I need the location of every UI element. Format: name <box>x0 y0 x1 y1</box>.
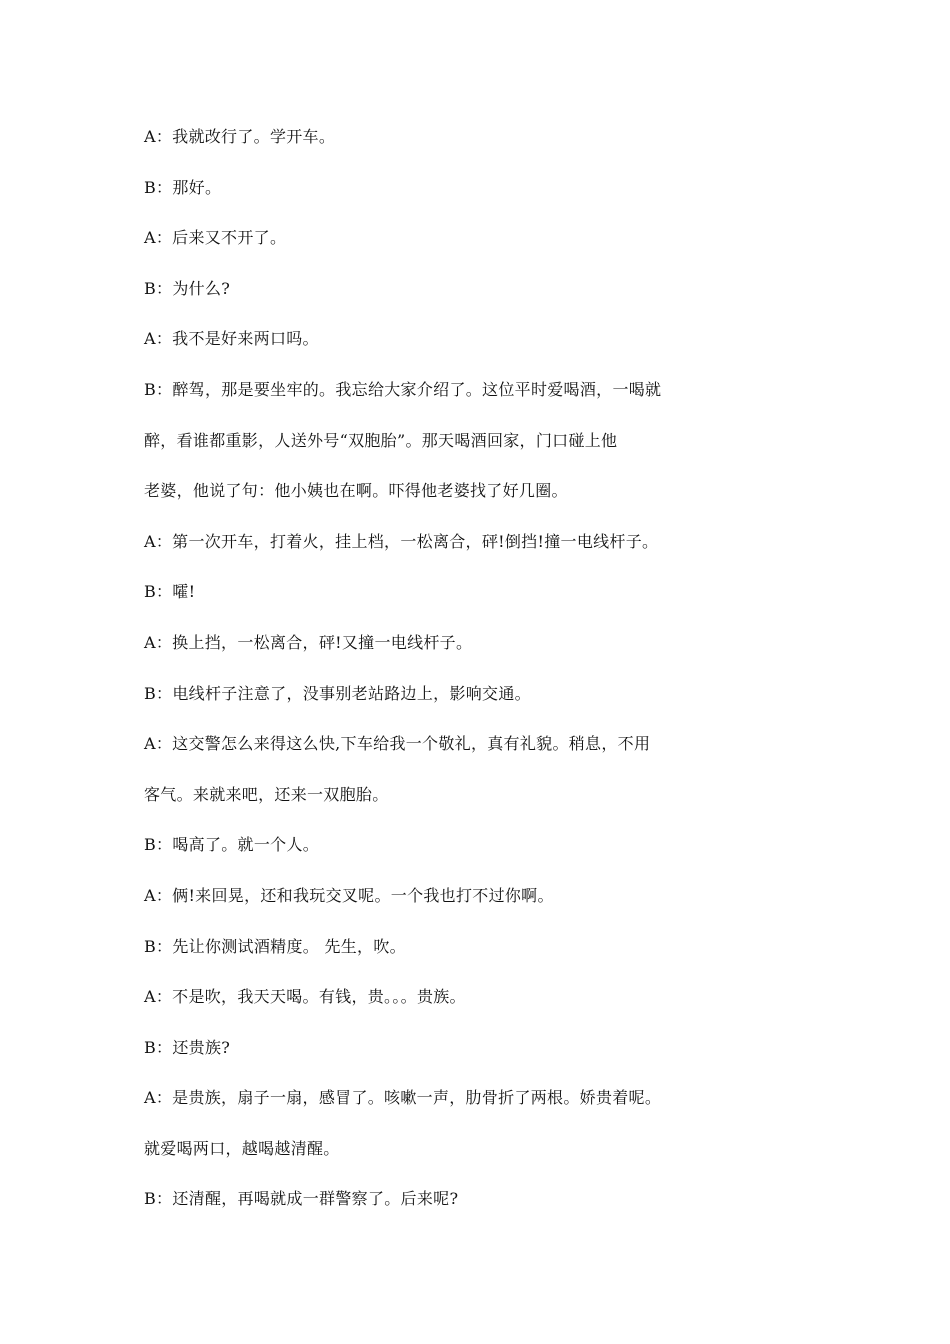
text-line: B：那好。 <box>144 177 222 197</box>
text-line: B：喝高了。就一个人。 <box>144 835 320 855</box>
text-line: A：换上挡，一松离合，砰!又撞一电线杆子。 <box>144 632 473 652</box>
text-line: A：是贵族，扇子一扇，感冒了。咳嗽一声，肋骨折了两根。娇贵着呢。 <box>144 1088 662 1108</box>
text-line: 醉，看谁都重影，人送外号“双胞胎”。那天喝酒回家，门口碰上他 <box>144 430 618 450</box>
text-line: 老婆，他说了句：他小姨也在啊。吓得他老婆找了好几圈。 <box>144 481 568 501</box>
text-line: 就爱喝两口，越喝越清醒。 <box>144 1138 340 1158</box>
text-line: A：后来又不开了。 <box>144 228 287 248</box>
text-line: B：为什么? <box>144 278 231 298</box>
text-line: B：还清醒，再喝就成一群警察了。后来呢? <box>144 1189 459 1209</box>
text-line: A：这交警怎么来得这么快,下车给我一个敬礼，真有礼貌。稍息，不用 <box>144 734 651 754</box>
text-line: 客气。来就来吧，还来一双胞胎。 <box>144 784 389 804</box>
dialogue-text <box>144 122 704 1235</box>
text-line: A：我就改行了。学开车。 <box>144 127 336 146</box>
text-line: B：先让你测试酒精度。 先生，吹。 <box>144 936 406 956</box>
text-line: A：不是吹，我天天喝。有钱，贵。。。贵族。 <box>144 987 466 1007</box>
text-line: B：还贵族? <box>144 1037 231 1057</box>
text-line: A：俩!来回晃，还和我玩交叉呢。一个我也打不过你啊。 <box>144 885 554 905</box>
text-line: A：我不是好来两口吗。 <box>144 329 319 349</box>
text-line: B：嚯! <box>144 582 196 602</box>
text-line: B：电线杆子注意了，没事别老站路边上，影响交通。 <box>144 683 531 703</box>
text-line: A：第一次开车，打着火，挂上档，一松离合，砰!倒挡!撞一电线杆子。 <box>144 531 659 551</box>
text-line: B：醉驾，那是要坐牢的。我忘给大家介绍了。这位平时爱喝酒，一喝就 <box>144 379 662 399</box>
